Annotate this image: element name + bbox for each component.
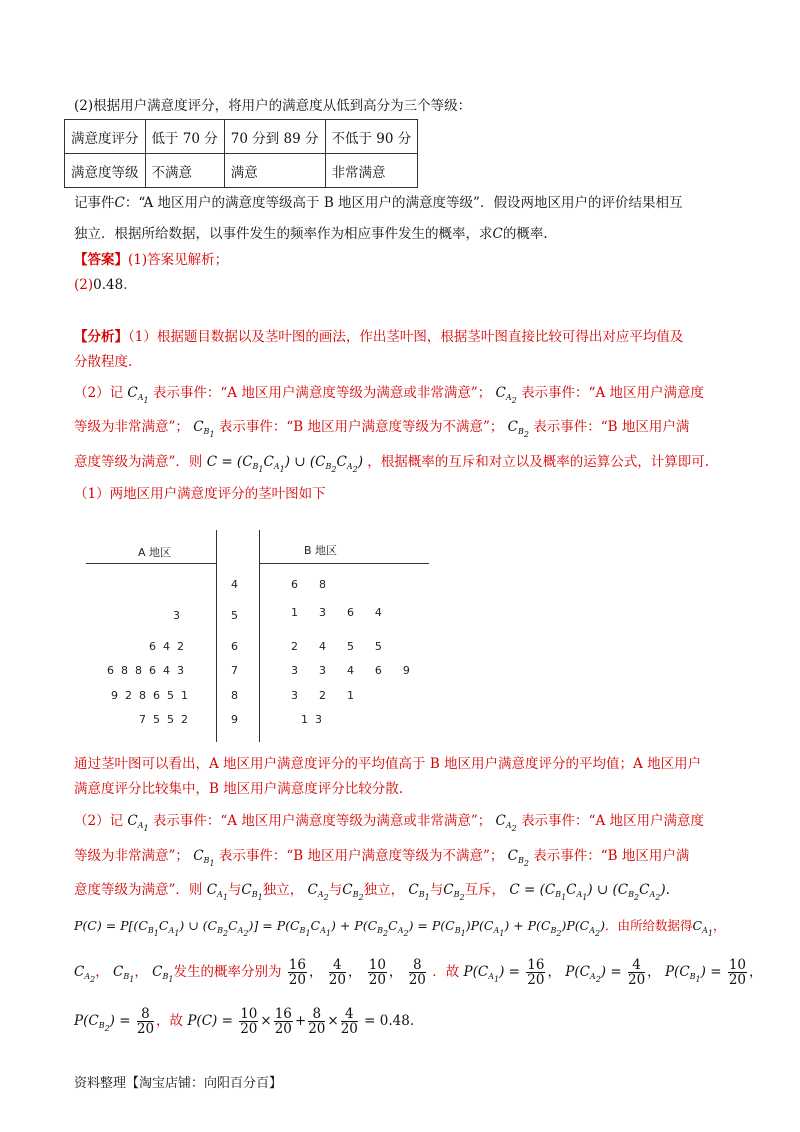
text: 与 — [429, 882, 444, 898]
text: （1）根据题目数据以及茎叶图的画法，作出茎叶图，根据茎叶图直接比较可得出对应平均值及 — [128, 329, 684, 345]
math-CA2: $C_{A_2}$ — [495, 813, 517, 833]
conclusion-line-2: 满意度评分比较集中，B 地区用户满意度评分比较分散. — [74, 781, 404, 797]
conclusion-line-8 — [74, 1007, 414, 1039]
math-CB1: $C_{B_1}$ — [193, 848, 215, 868]
text: 记事件 — [74, 195, 115, 211]
a-leaves: 6 4 2 — [149, 640, 184, 653]
text: 互斥， — [464, 882, 506, 898]
text: 表示事件：“A 地区用户满意度等级为满意或非常满意”； — [152, 385, 492, 401]
conclusion-line-3 — [74, 811, 704, 839]
math-CA2: $C_{A_2}$ — [495, 385, 517, 405]
header-underline-left — [86, 563, 216, 564]
a-leaves: 7 5 5 2 — [139, 713, 188, 726]
a-leaves: 9 2 8 6 5 1 — [111, 689, 188, 702]
b-leaves: 1 3 — [301, 713, 322, 726]
text: 独立， — [363, 882, 405, 898]
analysis-line-4 — [74, 417, 689, 445]
table-cell: 不低于 90 分 — [325, 120, 418, 154]
stem-divider-right — [259, 530, 260, 742]
text: 表示事件：“B 地区用户满 — [533, 419, 690, 435]
text: 意度等级为满意”．则 — [74, 454, 203, 470]
text: ．故 — [432, 964, 460, 980]
math-CB2: $C_{B_2}$ — [342, 882, 364, 902]
right-header: B 地区 — [304, 544, 338, 557]
math-CB2: $C_{B_2}$ — [507, 419, 529, 439]
table-cell: 满意度评分 — [65, 120, 146, 154]
math-formula-C: $C = (C_{B_1}C_{A_1})$ ∪ $(C_{B_2}C_{A_2})$ — [206, 454, 363, 474]
table-cell: 70 分到 89 分 — [224, 120, 325, 154]
math-final-computation: P(C) = $\frac{10}{20}$ × $\frac{16}{20}$ + $\frac{8}{20}$ × $\frac{4}{20}$ = 0.48. — [187, 1006, 415, 1037]
text: （2）记 — [74, 385, 124, 401]
table-row — [65, 154, 418, 188]
math-CB2: $C_{B_2}$ — [507, 848, 529, 868]
a-leaves: 6 8 8 6 4 3 — [107, 664, 184, 677]
math-CA1: $C_{A_1}$ — [127, 385, 149, 405]
answer-label: 【答案】 — [74, 252, 128, 268]
footer-credit: 资料整理【淘宝店铺：向阳百分百】 — [74, 1076, 283, 1091]
conclusion-line-4 — [74, 846, 689, 874]
text: 表示事件：“B 地区用户满意度等级为不满意”； — [218, 848, 504, 864]
analysis-line-6: （1）两地区用户满意度评分的茎叶图如下 — [74, 486, 326, 502]
text: (2) — [74, 277, 94, 293]
conclusion-line-6: $P(C) = P[(C_{B_1}C_{A_1})$ ∪ $(C_{B_2}C_{A_2})] = P(C_{B_1}C_{A_1}) + P(C_{B_2}C_{A_2}) = P(C_{B_1})P(C_{A_1}) + P(C_{B_2})P(C_{A_2})$．由所给数据得$C_{A_1}$， — [74, 918, 726, 938]
text: ，根据概率的互斥和对立以及概率的运算公式，计算即可. — [367, 454, 710, 470]
grade-table — [64, 119, 418, 188]
math-CB2: $C_{B_2}$ — [443, 882, 465, 902]
stem-value: 5 — [231, 609, 238, 622]
table-row — [65, 120, 418, 154]
stem-value: 7 — [231, 664, 238, 677]
text: 意度等级为满意”．则 — [74, 882, 203, 898]
analysis-line-1 — [74, 327, 683, 347]
text: ：“A 地区用户的满意度等级高于 B 地区用户的满意度等级”．假设两地区用户的评价结果相互 — [124, 195, 683, 211]
table-cell: 满意度等级 — [65, 154, 146, 188]
text: . — [123, 277, 128, 293]
math-CA1: $C_{A_1}$ — [692, 918, 713, 938]
math-CA2: $C_{A_2}$ — [74, 964, 96, 984]
math-CB1: $C_{B_1}$ — [408, 882, 430, 902]
table-cell: 满意 — [224, 154, 325, 188]
text: 表示事件：“A 地区用户满意度 — [521, 385, 705, 401]
text: 表示事件：“A 地区用户满意度 — [521, 813, 705, 829]
text: ．由所给数据得 — [604, 918, 693, 933]
math-frequencies: $\frac{16}{20}$ ， $\frac{4}{20}$ ， $\frac{10}{20}$ ， $\frac{8}{20}$ — [288, 957, 426, 988]
intro-line: (2)根据用户满意度评分，将用户的满意度从低到高分为三个等级： — [74, 98, 472, 114]
math-probabilities: $P(C_{A_1})$ = $\frac{16}{20}$ ， $P(C_{A_2})$ = $\frac{4}{20}$ ， $P(C_{B_1})$ = $\frac{10}{20}$ ， — [463, 957, 763, 988]
text: 的概率. — [502, 226, 548, 242]
text: 与 — [227, 882, 242, 898]
math-var: C — [492, 226, 503, 242]
text: 表示事件：“A 地区用户满意度等级为满意或非常满意”； — [152, 813, 492, 829]
stem-value: 4 — [231, 578, 238, 591]
math-PB2: $P(C_{B_2})$ = $\frac{8}{20}$ — [74, 1006, 155, 1037]
math-CA2: $C_{A_2}$ — [307, 882, 329, 902]
final-result: 0.48 — [379, 1013, 410, 1029]
text: 表示事件：“B 地区用户满 — [533, 848, 690, 864]
math-CB1: $C_{B_1}$ — [241, 882, 263, 902]
answer-line-1 — [74, 250, 228, 270]
b-leaves: 2 4 5 5 — [291, 640, 382, 653]
table-cell: 非常满意 — [325, 154, 418, 188]
b-leaves: 1 3 6 4 — [291, 606, 382, 619]
conclusion-line-7: $C_{A_2}$， $C_{B_1}$， $C_{B_1}$发生的概率分别为 $\frac{16}{20}$ ， $\frac{4}{20}$ ， $\frac{10}{20}$ ， $\frac{8}{20}$ ．故 $P(C_{A_1})$ = $\frac{16}{20}$ ， $P(C_{A_2})$ = $\frac{4}{20}$ ， $P(C_{B_1})$ = $\frac{10}{20}$ ， — [74, 957, 763, 988]
analysis-line-2: 分散程度. — [74, 354, 133, 370]
text: 等级为非常满意”； — [74, 848, 189, 864]
question-line-2 — [74, 224, 548, 244]
text: 发生的概率分别为 — [173, 964, 282, 980]
analysis-label: 【分析】 — [74, 329, 128, 345]
header-underline-right — [259, 563, 429, 564]
b-leaves: 3 3 4 6 9 — [291, 664, 410, 677]
text: 表示事件：“B 地区用户满意度等级为不满意”； — [218, 419, 504, 435]
a-leaves: 3 — [173, 609, 180, 622]
math-probability-expansion: $P(C) = P[(C_{B_1}C_{A_1})$ ∪ $(C_{B_2}C_{A_2})] = P(C_{B_1}C_{A_1}) + P(C_{B_2}C_{A_2}) = P(C_{B_1})P(C_{A_1}) + P(C_{B_2})P(C_{A_2})$ — [74, 918, 605, 938]
text: 独立， — [262, 882, 304, 898]
text: 等级为非常满意”； — [74, 419, 189, 435]
math-CA1: $C_{A_1}$ — [206, 882, 228, 902]
text: ，故 — [156, 1013, 184, 1029]
table-cell: 不满意 — [145, 154, 224, 188]
conclusion-line-5 — [74, 880, 670, 908]
question-line-1 — [74, 193, 682, 213]
answer-value: 0.48 — [93, 277, 124, 293]
math-var: C — [114, 195, 125, 211]
stem-divider-left — [216, 530, 217, 742]
conclusion-line-1: 通过茎叶图可以看出，A 地区用户满意度评分的平均值高于 B 地区用户满意度评分的平均值；A 地区用户 — [74, 756, 702, 772]
b-leaves: 6 8 — [291, 578, 326, 591]
table-cell: 低于 70 分 — [145, 120, 224, 154]
analysis-line-3 — [74, 383, 704, 411]
stem-value: 9 — [231, 713, 238, 726]
text: （2）记 — [74, 813, 124, 829]
math-CB1: $C_{B_1}$ — [113, 964, 135, 984]
math-CB1: $C_{B_1}$ — [193, 419, 215, 439]
left-header: A 地区 — [138, 546, 172, 559]
text: 独立．根据所给数据，以事件发生的频率作为相应事件发生的概率，求 — [74, 226, 493, 242]
math-formula-C: $C = (C_{B_1}C_{A_1})$ ∪ $(C_{B_2}C_{A_2})$. — [509, 882, 670, 902]
math-CB1: $C_{B_1}$ — [152, 964, 174, 984]
stem-value: 8 — [231, 689, 238, 702]
answer-part1: (1)答案见解析； — [128, 252, 229, 268]
text: 与 — [328, 882, 343, 898]
analysis-line-5 — [74, 452, 709, 480]
stem-value: 6 — [231, 640, 238, 653]
b-leaves: 3 2 1 — [291, 689, 354, 702]
answer-line-2 — [74, 275, 127, 295]
math-CA1: $C_{A_1}$ — [127, 813, 149, 833]
